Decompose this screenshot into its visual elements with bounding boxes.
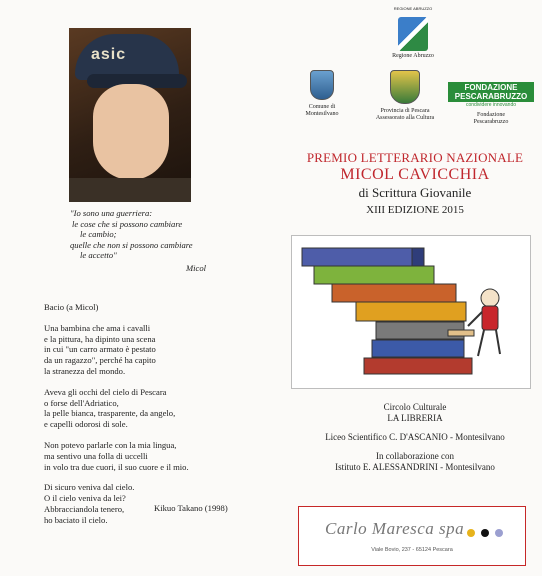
poem-stanza — [44, 440, 244, 472]
poem-line: in volo tra due cuori, il suo cuore e il mio. — [44, 461, 189, 472]
poem-line: Di sicuro veniva dal cielo. — [44, 482, 135, 493]
sponsor-dot-icon — [467, 529, 475, 537]
organizers — [290, 402, 540, 481]
provincia-logo — [364, 70, 446, 122]
sponsor-dot-icon — [481, 529, 489, 537]
circolo-name: LA LIBRERIA — [387, 413, 443, 423]
provincia-crest-icon — [390, 70, 420, 104]
poem-line: e capelli odorosi di sole. — [44, 419, 128, 430]
books-stack-icon — [292, 236, 530, 388]
poem-line: in cui "un carro armato è pestato — [44, 344, 156, 355]
prize-title — [290, 150, 540, 216]
collab-label: In collaborazione con — [376, 451, 454, 461]
quote-line: le cose che si possono cambiare — [72, 218, 183, 229]
fondazione-wordmark: FONDAZIONE PESCARABRUZZO — [448, 82, 534, 102]
abruzzo-mark-icon — [398, 17, 428, 51]
poem-line: ho baciato il cielo. — [44, 514, 108, 525]
poem-line: Abbracciandola tenero, — [44, 503, 125, 514]
poem-line: Aveva gli occhi del cielo di Pescara — [44, 386, 167, 397]
sponsor-name: Carlo Maresca spa — [325, 519, 465, 538]
circolo-label: Circolo Culturale — [383, 402, 447, 412]
fondazione-label: Fondazione — [477, 112, 505, 118]
poem-line: Non potevo parlarle con la mia lingua, — [44, 439, 177, 450]
poem-line: da un ragazzo", perché ha capito — [44, 355, 156, 366]
liceo-name: Liceo Scientifico C. D'ASCANIO - Montesilvano — [325, 432, 505, 442]
poem — [44, 302, 244, 536]
prize-line-1: PREMIO LETTERARIO NAZIONALE — [306, 150, 524, 165]
poem-line: la pelle bianca, trasparente, da angelo, — [44, 408, 176, 419]
quote-line: le accetto" — [80, 250, 117, 261]
poem-stanza — [44, 387, 244, 430]
face — [93, 84, 169, 180]
quote-line: le cambio; — [80, 229, 117, 240]
fondazione-tagline: condividere innovando — [465, 102, 517, 108]
poem-line: o forse dell'Adriatico, — [44, 397, 119, 408]
region-small-label: REGIONE ABRUZZO — [393, 6, 433, 11]
poem-signature: Kikuo Takano (1998) — [154, 503, 228, 514]
fondazione-label: Pescarabruzzo — [473, 119, 509, 125]
poem-line: e la pittura, ha dipinto una scena — [44, 333, 156, 344]
poem-stanza — [44, 482, 244, 525]
portrait-photo — [69, 28, 191, 202]
quote-line: quelle che non si possono cambiare — [70, 239, 193, 250]
circolo-block — [290, 402, 540, 424]
shirt — [69, 178, 191, 202]
comune-logo — [298, 70, 346, 118]
comune-crest-icon — [310, 70, 334, 100]
comune-label: Comune di — [308, 104, 336, 110]
provincia-label: Assessorato alla Cultura — [375, 115, 435, 121]
prize-edition: XIII EDIZIONE 2015 — [366, 204, 464, 216]
poem-line-last — [44, 515, 244, 526]
quote — [70, 208, 206, 274]
poem-line: ma sentivo una folla di uccelli — [44, 450, 148, 461]
sponsor-dot-icon — [495, 529, 503, 537]
sponsor-address: Viale Bovio, 237 - 65124 Pescara — [371, 547, 453, 553]
sponsor-logos — [298, 70, 538, 136]
sponsor-box — [298, 506, 526, 566]
fondazione-logo — [448, 82, 534, 126]
poem-line: O il cielo veniva da lei? — [44, 493, 126, 504]
poem-title: Bacio (a Micol) — [44, 302, 99, 312]
comune-label: Montesilvano — [305, 111, 339, 117]
poem-line: la stranezza del mondo. — [44, 365, 126, 376]
region-logo — [388, 6, 438, 59]
prize-line-2: MICOL CAVICCHIA — [340, 166, 490, 183]
liceo-block — [290, 432, 540, 443]
collab-block — [290, 451, 540, 473]
quote-author: Micol — [185, 262, 206, 273]
provincia-label: Provincia di Pescara — [380, 108, 430, 114]
cap-logo: asic — [91, 46, 127, 63]
quote-line: "Io sono una guerriera: — [70, 208, 153, 218]
region-label: Regione Abruzzo — [392, 53, 434, 59]
poem-stanza — [44, 323, 244, 377]
collab-name: Istituto E. ALESSANDRINI - Montesilvano — [335, 462, 495, 472]
prize-line-3: di Scrittura Giovanile — [358, 185, 472, 200]
poem-line: Una bambina che ama i cavalli — [44, 322, 151, 333]
books-illustration — [291, 235, 531, 389]
